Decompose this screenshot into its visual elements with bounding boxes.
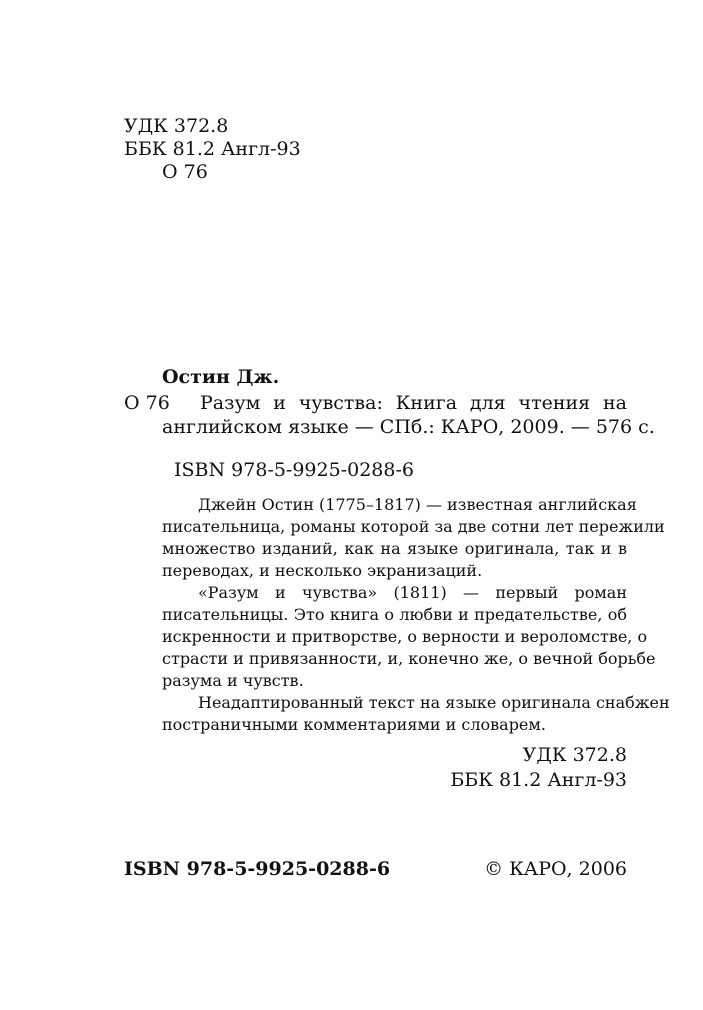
annotation-line: писательницы. Это книга о любви и предательстве, об (162, 605, 627, 624)
card-title-line2: английском языке — СПб.: КАРО, 2009. — 576 с. (162, 416, 655, 438)
card-mark: О 76 (124, 392, 170, 414)
annotation-line: Джейн Остин (1775–1817) — известная английская (198, 495, 637, 514)
annotation-line: искренности и притворстве, о верности и вероломстве, о (162, 627, 648, 646)
codes-right-udk: УДК 372.8 (522, 744, 627, 766)
header-udk: УДК 372.8 (124, 115, 229, 137)
annotation-line: писательница, романы которой за две сотни лет пережили (162, 517, 665, 536)
annotation-line: «Разум и чувства» (1811) — первый роман (198, 583, 627, 602)
card-author: Остин Дж. (162, 366, 280, 388)
footer-copyright: © КАРО, 2006 (484, 858, 627, 880)
card-title-line1: Разум и чувства: Книга для чтения на (200, 392, 627, 414)
header-bbk: ББК 81.2 Англ-93 (124, 138, 301, 160)
header-author-mark: О 76 (162, 161, 208, 183)
annotation-line: постраничными комментариями и словарем. (162, 715, 546, 734)
annotation-line: множество изданий, как на языке оригинала, так и в (162, 539, 627, 558)
codes-right-bbk: ББК 81.2 Англ-93 (450, 769, 627, 791)
card-isbn: ISBN 978-5-9925-0288-6 (174, 459, 414, 481)
annotation-line: страсти и привязанности, и, конечно же, о вечной борьбе (162, 649, 656, 668)
annotation-line: Неадаптированный текст на языке оригинала снабжен (198, 693, 670, 712)
annotation-line: переводах, и несколько экранизаций. (162, 561, 483, 580)
footer-isbn: ISBN 978-5-9925-0288-6 (124, 858, 391, 880)
annotation-line: разума и чувств. (162, 671, 304, 690)
